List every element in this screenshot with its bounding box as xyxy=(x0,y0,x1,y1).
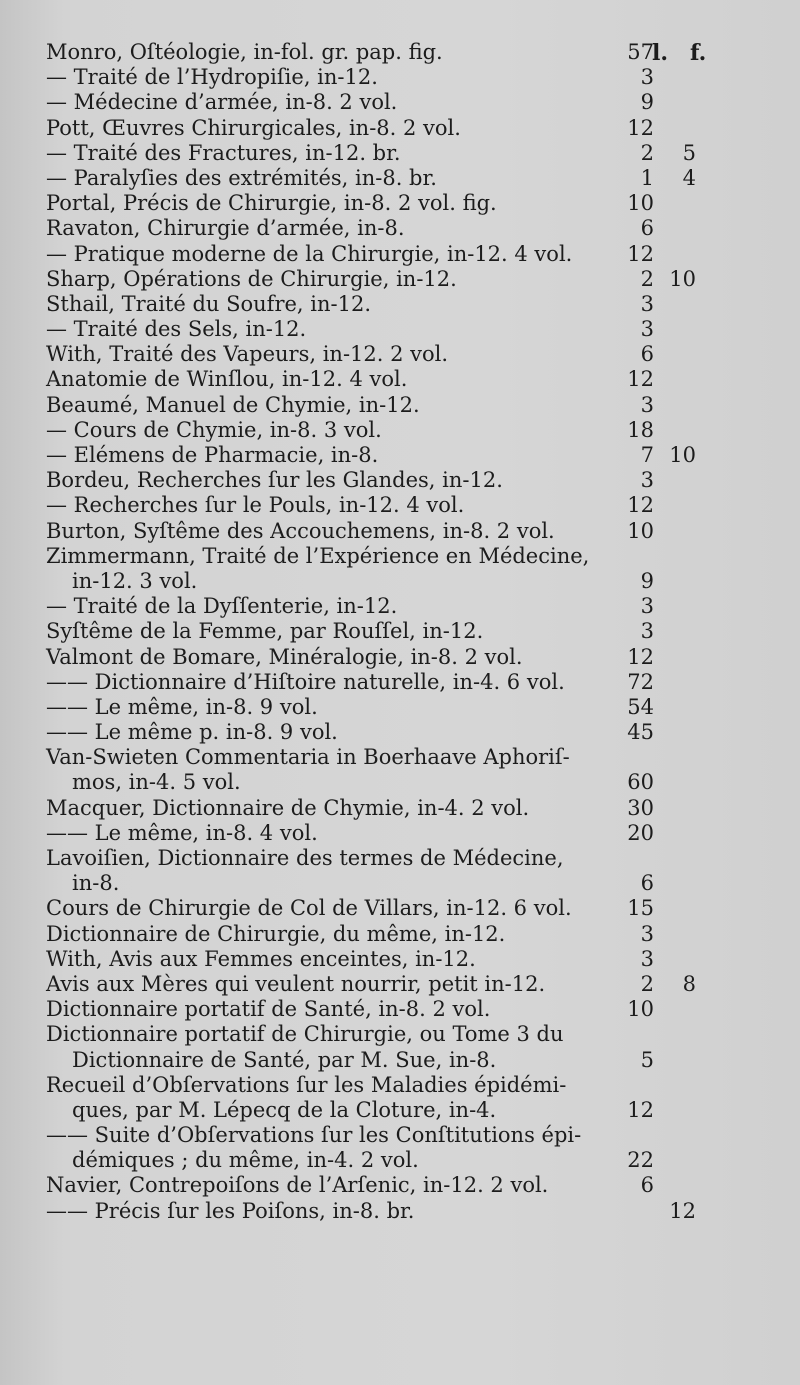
entry-price-livres: 57 xyxy=(627,40,654,64)
entry-price-livres: 12 xyxy=(627,367,654,392)
catalogue-entry xyxy=(46,418,726,443)
catalogue-entry xyxy=(46,645,726,670)
entry-text: — Traité des Fractures, in-12. br. xyxy=(46,140,401,165)
entry-price-livres: 3 xyxy=(640,594,654,619)
catalogue-entry xyxy=(46,141,726,166)
catalogue-entry xyxy=(46,1148,726,1173)
entry-text: Portal, Précis de Chirurgie, in-8. 2 vol. fig. xyxy=(46,191,497,216)
entry-text: Beaumé, Manuel de Chymie, in-12. xyxy=(46,392,420,417)
catalogue-entry xyxy=(46,40,726,65)
entry-text: Recueil d’Obſervations ſur les Maladies épidémi- xyxy=(46,1072,567,1097)
catalogue-entry xyxy=(46,292,726,317)
entry-text: Bordeu, Recherches ſur les Glandes, in-12. xyxy=(46,468,503,493)
catalogue-entry xyxy=(46,896,726,921)
entry-text: — Traité des Sels, in-12. xyxy=(46,317,307,342)
catalogue-entry xyxy=(46,720,726,745)
catalogue-entry xyxy=(46,619,726,644)
entry-text: —— Suite d’Obſervations ſur les Conſtitutions épi- xyxy=(46,1123,582,1148)
entry-price-livres: 2 xyxy=(640,140,654,165)
entry-text: mos, in-4. 5 vol. xyxy=(72,770,241,795)
entry-price-sous: 12 xyxy=(669,1198,696,1223)
entry-text: Ravaton, Chirurgie d’armée, in-8. xyxy=(46,216,405,241)
entry-price-livres: 7 xyxy=(640,443,654,467)
entry-price-livres: 1 xyxy=(640,165,654,190)
entry-text: Macquer, Dictionnaire de Chymie, in-4. 2 vol. xyxy=(46,795,530,820)
entry-text: —— Le même p. in-8. 9 vol. xyxy=(46,720,338,745)
entry-text: Syſtême de la Femme, par Rouſſel, in-12. xyxy=(46,619,484,644)
entry-text: Dictionnaire de Chirurgie, du même, in-12. xyxy=(46,921,506,946)
entry-text: — Paralyſies des extrémités, in-8. br. xyxy=(46,165,437,190)
catalogue-entry xyxy=(46,871,726,896)
entry-price-livres: 12 xyxy=(627,1097,654,1122)
entry-text: démiques ; du même, in-4. 2 vol. xyxy=(72,1148,419,1173)
entry-price-sous: 10 xyxy=(669,266,696,291)
catalogue-entry xyxy=(46,317,726,342)
catalogue-entry xyxy=(46,594,726,619)
catalogue-entry xyxy=(46,821,726,846)
catalogue-entry xyxy=(46,493,726,518)
entry-price-livres: 12 xyxy=(627,493,654,518)
catalogue-entry xyxy=(46,770,726,795)
catalogue-entry xyxy=(46,1173,726,1198)
catalogue-entry xyxy=(46,367,726,392)
catalogue-entry xyxy=(46,90,726,115)
catalogue-entry xyxy=(46,342,726,367)
catalogue-entry xyxy=(46,1199,726,1224)
entry-text: — Recherches ſur le Pouls, in-12. 4 vol. xyxy=(46,493,465,518)
entry-text: Sharp, Opérations de Chirurgie, in-12. xyxy=(46,266,457,291)
catalogue-entry xyxy=(46,997,726,1022)
entry-text: in-12. 3 vol. xyxy=(72,568,198,593)
entry-price-livres: 3 xyxy=(640,946,654,971)
catalogue-entry xyxy=(46,191,726,216)
entry-price-livres: 12 xyxy=(627,241,654,266)
entry-price-livres: 6 xyxy=(640,342,654,367)
entry-text: Dictionnaire portatif de Chirurgie, ou Tome 3 du xyxy=(46,1022,564,1047)
catalogue-entry xyxy=(46,922,726,947)
entry-text: With, Avis aux Femmes enceintes, in-12. xyxy=(46,946,476,971)
catalogue-entry xyxy=(46,1098,726,1123)
catalogue-entry xyxy=(46,1123,726,1148)
entry-text: —— Le même, in-8. 4 vol. xyxy=(46,820,318,845)
catalogue-entry xyxy=(46,947,726,972)
entry-price-sous: 4 xyxy=(682,165,696,190)
entry-text: — Médecine d’armée, in-8. 2 vol. xyxy=(46,90,398,115)
entry-price-livres: 6 xyxy=(640,1173,654,1198)
entry-price-livres: 2 xyxy=(640,266,654,291)
catalogue-entry xyxy=(46,695,726,720)
catalogue-entry xyxy=(46,443,726,468)
entry-price-livres: 45 xyxy=(627,720,654,745)
catalogue-entry xyxy=(46,267,726,292)
entry-text: Burton, Syſtême des Accouchemens, in-8. 2 vol. xyxy=(46,518,555,543)
catalogue-entry xyxy=(46,569,726,594)
entry-price-livres: 60 xyxy=(627,770,654,795)
catalogue-list xyxy=(46,40,726,1224)
entry-text: Cours de Chirurgie de Col de Villars, in-12. 6 vol. xyxy=(46,896,572,921)
entry-price-livres: 9 xyxy=(640,568,654,593)
catalogue-entry xyxy=(46,1073,726,1098)
entry-text: Navier, Contrepoiſons de l’Arſenic, in-12. 2 vol. xyxy=(46,1173,549,1198)
entry-price-livres: 30 xyxy=(627,795,654,820)
entry-price-livres: 54 xyxy=(627,694,654,719)
catalogue-entry xyxy=(46,1048,726,1073)
catalogue-entry xyxy=(46,216,726,241)
catalogue-entry xyxy=(46,65,726,90)
entry-text: Valmont de Bomare, Minéralogie, in-8. 2 vol. xyxy=(46,644,523,669)
entry-price-livres: 2 xyxy=(640,971,654,996)
entry-price-livres: 9 xyxy=(640,90,654,115)
catalogue-entry xyxy=(46,519,726,544)
entry-text: Monro, Oſtéologie, in-fol. gr. pap. fig. xyxy=(46,40,443,64)
entry-text: Anatomie de Winſlou, in-12. 4 vol. xyxy=(46,367,408,392)
entry-text: — Pratique moderne de la Chirurgie, in-12. 4 vol. xyxy=(46,241,573,266)
catalogue-entry xyxy=(46,745,726,770)
entry-price-livres: 22 xyxy=(627,1148,654,1173)
entry-text: — Traité de la Dyſſenterie, in-12. xyxy=(46,594,398,619)
entry-price-livres: 15 xyxy=(627,896,654,921)
entry-text: — Elémens de Pharmacie, in-8. xyxy=(46,443,379,467)
catalogue-entry xyxy=(46,116,726,141)
catalogue-entry xyxy=(46,972,726,997)
catalogue-entry xyxy=(46,393,726,418)
livres-column-label: l. xyxy=(652,40,669,66)
catalogue-entry xyxy=(46,166,726,191)
entry-price-livres: 3 xyxy=(640,317,654,342)
entry-price-livres: 3 xyxy=(640,921,654,946)
catalogue-entry xyxy=(46,1022,726,1047)
entry-price-livres: 3 xyxy=(640,65,654,90)
entry-price-livres: 3 xyxy=(640,619,654,644)
entry-price-sous: 5 xyxy=(682,140,696,165)
entry-price-livres: 20 xyxy=(627,820,654,845)
entry-price-livres: 3 xyxy=(640,291,654,316)
entry-price-livres: 6 xyxy=(640,871,654,896)
entry-text: — Cours de Chymie, in-8. 3 vol. xyxy=(46,417,382,442)
entry-text: ques, par M. Lépecq de la Cloture, in-4. xyxy=(72,1097,497,1122)
entry-price-livres: 10 xyxy=(627,191,654,216)
entry-text: — Traité de l’Hydropiſie, in-12. xyxy=(46,65,378,90)
entry-price-livres: 12 xyxy=(627,115,654,140)
entry-price-livres: 5 xyxy=(640,1047,654,1072)
entry-price-sous: 8 xyxy=(682,971,696,996)
entry-text: —— Le même, in-8. 9 vol. xyxy=(46,694,318,719)
entry-text: Dictionnaire portatif de Santé, in-8. 2 vol. xyxy=(46,997,491,1022)
entry-text: With, Traité des Vapeurs, in-12. 2 vol. xyxy=(46,342,449,367)
catalogue-entry xyxy=(46,796,726,821)
entry-price-livres: 10 xyxy=(627,997,654,1022)
entry-price-livres: 18 xyxy=(627,417,654,442)
catalogue-entry xyxy=(46,670,726,695)
entry-text: in-8. xyxy=(72,871,120,896)
entry-price-sous: 10 xyxy=(669,443,696,467)
entry-text: Sthail, Traité du Soufre, in-12. xyxy=(46,291,371,316)
catalogue-entry xyxy=(46,846,726,871)
entry-price-livres: 6 xyxy=(640,216,654,241)
entry-text: Zimmermann, Traité de l’Expérience en Médecine, xyxy=(46,543,590,568)
entry-price-livres: 72 xyxy=(627,669,654,694)
entry-text: Lavoiſien, Dictionnaire des termes de Médecine, xyxy=(46,846,564,870)
entry-price-livres: 12 xyxy=(627,644,654,669)
entry-text: —— Précis ſur les Poiſons, in-8. br. xyxy=(46,1198,415,1223)
entry-price-livres: 3 xyxy=(640,392,654,417)
entry-text: Dictionnaire de Santé, par M. Sue, in-8. xyxy=(72,1047,497,1072)
entry-price-livres: 3 xyxy=(640,468,654,493)
sous-column-label: f. xyxy=(690,40,707,66)
entry-text: Avis aux Mères qui veulent nourrir, petit in-12. xyxy=(46,971,546,996)
catalogue-entry xyxy=(46,468,726,493)
catalogue-entry xyxy=(46,544,726,569)
entry-text: Van-Swieten Commentaria in Boerhaave Aphoriſ- xyxy=(46,745,570,770)
entry-text: —— Dictionnaire d’Hiſtoire naturelle, in-4. 6 vol. xyxy=(46,669,565,694)
catalogue-entry xyxy=(46,242,726,267)
entry-price-livres: 10 xyxy=(627,518,654,543)
entry-text: Pott, Œuvres Chirurgicales, in-8. 2 vol. xyxy=(46,115,461,140)
